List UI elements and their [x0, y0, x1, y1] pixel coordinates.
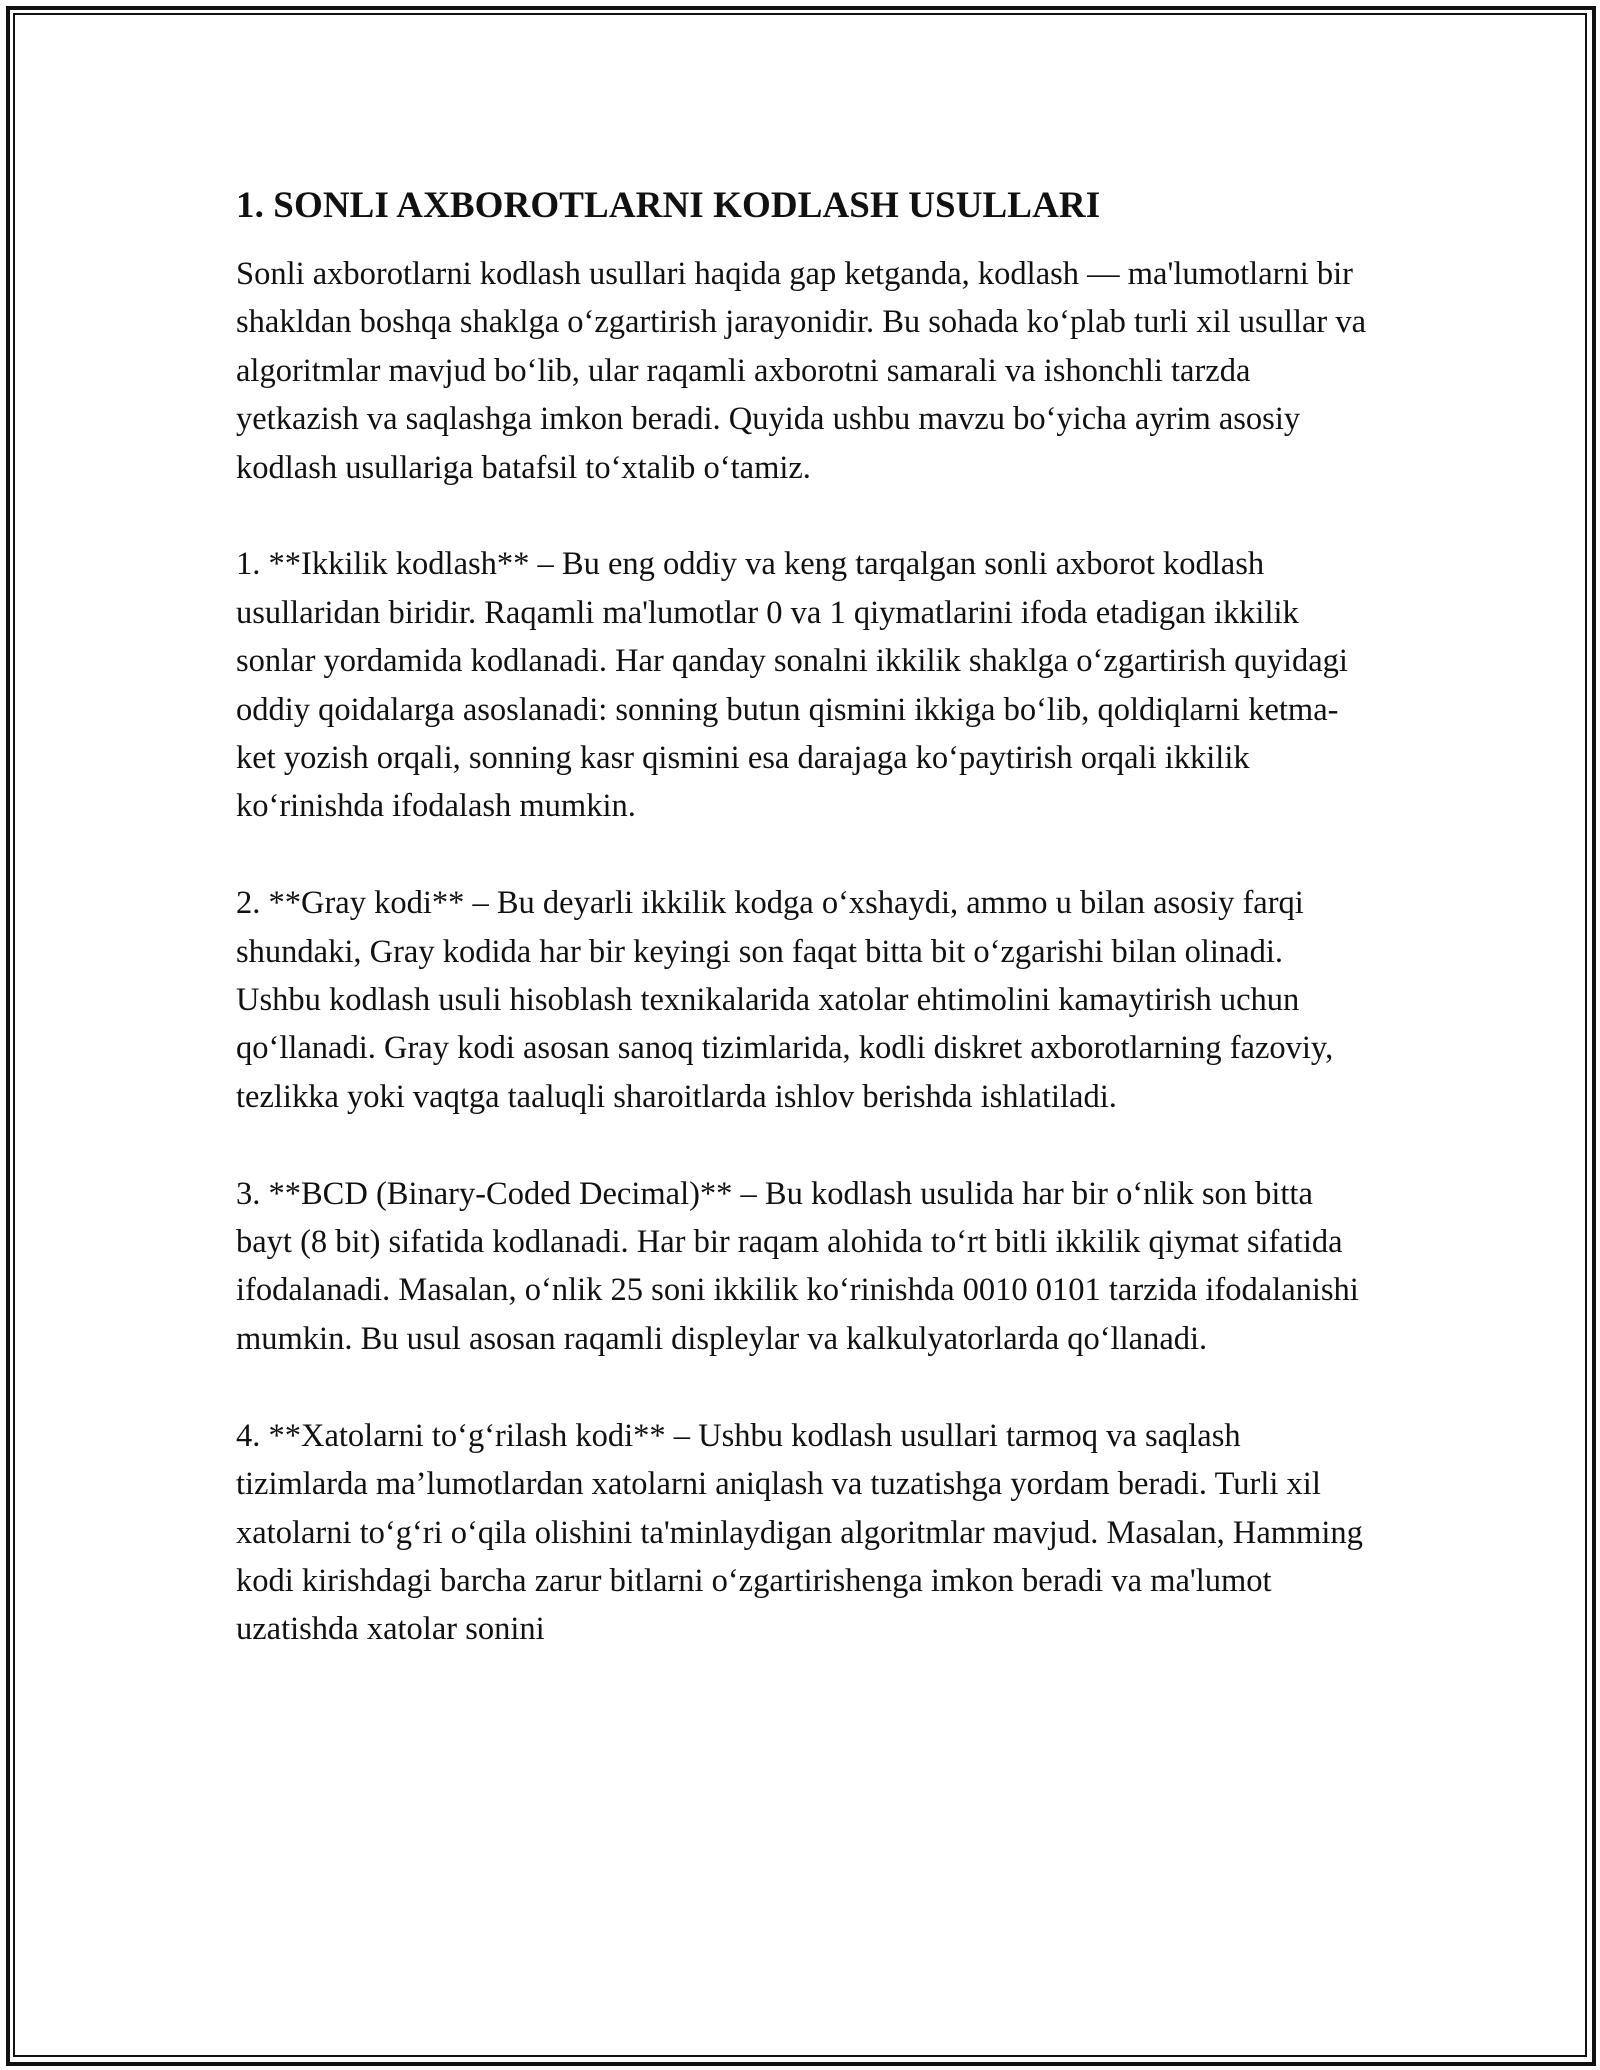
document-title: 1. SONLI AXBOROTLARNI KODLASH USULLARI — [236, 185, 1101, 226]
paragraph-binary-coding: 1. **Ikkilik kodlash** – Bu eng oddiy va keng tarqalgan sonli axborot kodlash usullaridan biridir. Raqamli ma'lumotlar 0 va 1 qiymatlarini ifoda etadigan ikkilik sonlar yordamida kodlanadi. Har qanday sonalni ikkilik shaklga o‘zgartirish quyidagi oddiy qoidalarga asoslanadi: sonning butun qismini ikkiga bo‘lib, qoldiqlarni ketma-ket yozish orqali, sonning kasr qismini esa darajaga ko‘paytirish orqali ikkilik ko‘rinishda ifodalash mumkin. — [236, 546, 1348, 825]
paragraph-error-correction: 4. **Xatolarni to‘g‘rilash kodi** – Ushbu kodlash usullari tarmoq va saqlash tizimlarda ma’lumotlardan xatolarni aniqlash va tuzatishga yordam beradi. Turli xil xatolarni to‘g‘ri o‘qila olishini ta'minlaydigan algoritmlar mavjud. Masalan, Hamming kodi kirishdagi barcha zarur bitlarni o‘zgartirishenga imkon beradi va ma'lumot uzatishda xatolar sonini — [236, 1417, 1363, 1648]
paragraph-gray-code: 2. **Gray kodi** – Bu deyarli ikkilik kodga o‘xshaydi, ammo u bilan asosiy farqi shundaki, Gray kodida har bir keyingi son faqat bitta bit o‘zgarishi bilan olinadi. Ushbu kodlash usuli hisoblash texnikalarida xatolar ehtimolini kamaytirish uchun qo‘llanadi. Gray kodi asosan sanoq tizimlarida, kodli diskret axborotlarning fazoviy, tezlikka yoki vaqtga taaluqli sharoitlarda ishlov berishda ishlatiladi. — [236, 885, 1334, 1115]
document-body — [236, 184, 1371, 1702]
intro-paragraph: Sonli axborotlarni kodlash usullari haqida gap ketganda, kodlash — ma'lumotlarni bir shakldan boshqa shaklga o‘zgartirish jarayonidir. Bu sohada ko‘plab turli xil usullar va algoritmlar mavjud bo‘lib, ular raqamli axborotni samarali va ishonchli tarzda yetkazish va saqlashga imkon beradi. Quyida ushbu mavzu bo‘yicha ayrim asosiy kodlash usullariga batafsil to‘xtalib o‘tamiz. — [236, 256, 1367, 486]
paragraph-bcd: 3. **BCD (Binary-Coded Decimal)** – Bu kodlash usulida har bir o‘nlik son bitta bayt (8 bit) sifatida kodlanadi. Har bir raqam alohida to‘rt bitli ikkilik qiymat sifatida ifodalanadi. Masalan, o‘nlik 25 soni ikkilik ko‘rinishda 0010 0101 tarzida ifodalanishi mumkin. Bu usul asosan raqamli displeylar va kalkulyatorlarda qo‘llanadi. — [236, 1175, 1359, 1357]
